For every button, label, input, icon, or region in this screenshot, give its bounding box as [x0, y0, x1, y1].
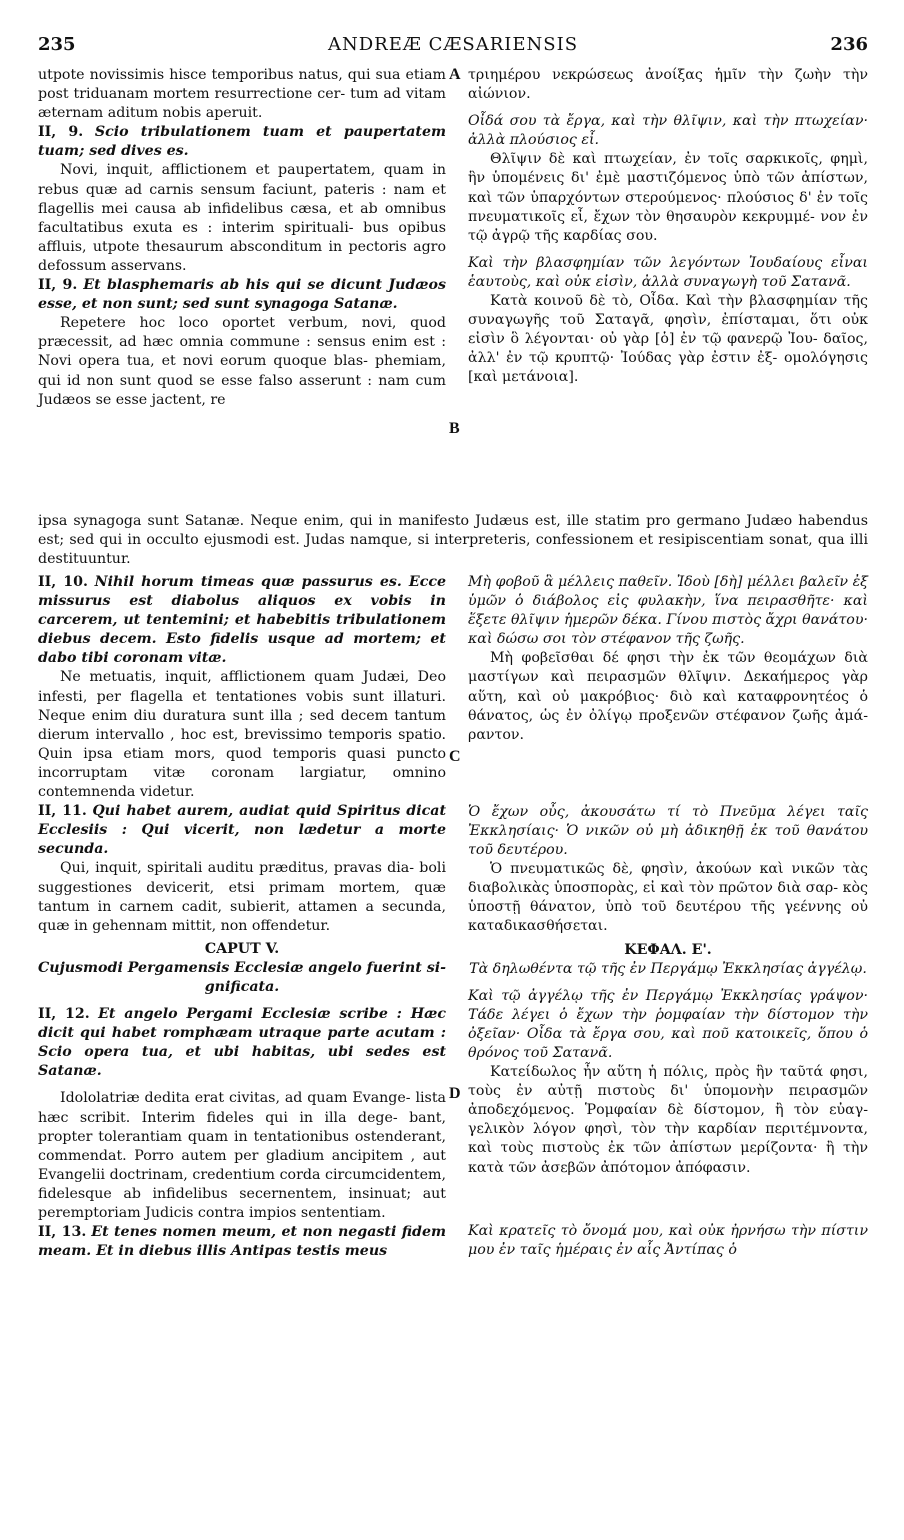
greek-lemma: Μὴ φοβοῦ ἃ μέλλεις παθεῖν. Ἰδοὺ [δὴ] μέλλει βαλεῖν ἐξ ὑμῶν ὁ διάβολος εἰς φυλακὴν, ἵνα πειρασθῆτε· καὶ ἕξετε θλῖψιν ἡμερῶν δέκα. Γίνου πιστὸς ἄχρι θανάτου· καὶ δώσω σοι τὸν στέφανον τῆς ζωῆς.: [468, 574, 868, 648]
greek-paragraph: Κατὰ κοινοῦ δὲ τὸ, Οἶδα. Καὶ τὴν βλασφημίαν τῆς συναγωγῆς τοῦ Σαταγᾶ, φησὶν, ἐπίσταμαι, ὅτι οὐκ εἰσὶν ὃ λέγονται· οὐ γὰρ [ὁ] ἐν τῷ φανερῷ Ἰου- δαῖος, ἀλλ' ἐν τῷ κρυπτῷ· Ἰούδας γὰρ ἐστιν ἐξ- ομολόγησις [καὶ μετάνοια].: [468, 293, 868, 386]
greek-paragraph: Μὴ φοβεῖσθαι δέ φησι τὴν ἐκ τῶν θεομάχων διὰ μαστίγων καὶ πειρασμῶν θλῖψιν. Δεκαήμερος γὰρ αὕτη, καὶ οὐ μακρόβιος· διὸ καὶ καταφρονητέος ὁ θάνατος, ὡς ἐν ὀλίγῳ προξενῶν στέφανον ζωῆς ἀμά- ραντον.: [468, 650, 868, 743]
page-number-right: 236: [830, 34, 868, 55]
verse-ref: II, 13.: [38, 1224, 87, 1241]
chapter-subtitle: Cujusmodi Pergamensis Ecclesiæ angelo fuerint si- gnificata.: [38, 959, 446, 995]
chapter-heading: CAPUT V.: [204, 940, 280, 957]
greek-lemma: Καὶ τῷ ἀγγέλῳ τῆς ἐν Περγάμῳ Ἐκκλησίας γράψον· Τάδε λέγει ὁ ἔχων τὴν ῥομφαίαν τὴν δίστομον τὴν ὀξεῖαν· Οἶδα τὰ ἔργα σου, καὶ ποῦ κατοικεῖς, ὅπου ὁ θρόνος τοῦ Σατανᾶ.: [468, 987, 868, 1061]
latin-lemma: [38, 276, 446, 314]
latin-column-bottom: [38, 573, 446, 1261]
lemma-text: Nihil horum timeas quæ passurus es. Ecce missurus est diabolus aliquos ex vobis in carcerem, ut tentemini; et habebitis tribulationem diebus decem. Esto fidelis usque ad mortem; et dabo tibi coronam vitæ.: [38, 574, 446, 667]
greek-paragraph: Ὁ πνευματικῶς δὲ, φησὶν, ἀκούων καὶ νικῶν τὰς διαβολικὰς ὑποσπορὰς, εἰ καὶ τὸν πρῶτον διὰ σαρ- κὸς ὑποστῇ θάνατον, ὑπὸ τοῦ δευτέρου τῆς γεέννης οὐ καταδικασθήσεται.: [468, 861, 868, 935]
running-header: [38, 34, 868, 58]
greek-column-bottom: [468, 573, 868, 1260]
latin-lemma: [38, 802, 446, 859]
verse-ref: II, 10.: [38, 574, 88, 590]
latin-paragraph: utpote novissimis hisce temporibus natus, qui sua etiam post triduanam mortem resurrectione cer- tum ad vitam æternam aditum nobis aperuit.: [38, 67, 446, 122]
full-width-paragraph: ipsa synagoga sunt Satanæ. Neque enim, qui in manifesto Judæus est, ille statim pro germano Judæo habendus est; sed qui in occulto ejusmodi est. Judas namque, si interpreteris, confessionem et resipiscentiam sonat, qua illi destituuntur.: [38, 513, 868, 568]
verse-ref: II, 9.: [38, 124, 84, 141]
running-title: ANDREÆ CÆSARIENSIS: [327, 34, 579, 55]
greek-paragraph: τριημέρου νεκρώσεως ἀνοίξας ἡμῖν τὴν ζωὴν τὴν αἰώνιον.: [468, 67, 868, 103]
greek-paragraph: Θλῖψιν δὲ καὶ πτωχείαν, ἐν τοῖς σαρκικοῖς, φημὶ, ἣν ὑπομένεις δι' ἐμὲ μαστιζόμενος ὑπὸ τῶν ἀπίστων, καὶ τῶν ὑπαρχόντων στερούμενος· πλούσιος δ' ἐν τοῖς πνευματικοῖς εἶ, ἔχων τὸν θησαυρὸν κεκρυμμέ- νον ἐν τῷ ἀγρῷ τῆς καρδίας σου.: [468, 151, 868, 244]
latin-paragraph: Qui, inquit, spiritali auditu præditus, pravas dia- boli suggestiones devicerit, etsi primam mortem, quæ tantum in carnem cadit, subierit, attamen a secunda, quæ in gehennam mittit, non offendetur.: [38, 860, 446, 934]
latin-paragraph: Idololatriæ dedita erat civitas, ad quam Evange- lista hæc scribit. Interim fideles qui in illa dege- bant, propter tolerantiam quam in tentationibus ostenderant, commendat. Porro autem per gladium ancipitem , aut Evangelii doctrinam, credentium corda circumcidentem, fidelesque ab infidelibus secernentem, insinuat; aut peremptoriam Judicis contra impios sententiam.: [38, 1090, 446, 1221]
lemma-text: Et angelo Pergami Ecclesiæ scribe : Hæc dicit qui habet romphæam utraque parte acutam : Scio opera tua, et ubi habitas, ubi sedes est Satanæ.: [38, 1006, 446, 1080]
lemma-text: Scio tribulationem tuam et paupertatem tuam; sed dives es.: [38, 124, 447, 160]
greek-lemma: Καὶ τὴν βλασφημίαν τῶν λεγόντων Ἰουδαίους εἶναι ἑαυτοὺς, καὶ οὐκ εἰσὶν, ἀλλὰ συναγωγὴ τοῦ Σατανᾶ.: [468, 254, 868, 290]
greek-lemma: Ὁ ἔχων οὖς, ἀκουσάτω τί τὸ Πνεῦμα λέγει ταῖς Ἐκκλησίαις· Ὁ νικῶν οὐ μὴ ἀδικηθῇ ἐκ τοῦ θανάτου τοῦ δευτέρου.: [468, 803, 868, 859]
lemma-text: Qui habet aurem, audiat quid Spiritus dicat Ecclesiis : Qui vicerit, non lædetur a morte secunda.: [38, 803, 446, 858]
greek-column-top: [468, 66, 868, 388]
latin-column-top: [38, 66, 446, 410]
margin-mark-b: B: [449, 420, 460, 437]
latin-lemma: [38, 123, 446, 161]
page-number-left: 235: [38, 34, 76, 55]
latin-lemma: [38, 573, 446, 668]
greek-lemma: Καὶ κρατεῖς τὸ ὄνομά μου, καὶ οὐκ ἠρνήσω τὴν πίστιν μου ἐν ταῖς ἡμέραις ἐν αἷς Ἀντίπας ὁ: [468, 1222, 868, 1258]
latin-lemma: [38, 1223, 446, 1261]
greek-lemma: Οἶδά σου τὰ ἔργα, καὶ τὴν θλῖψιν, καὶ τὴν πτωχείαν· ἀλλὰ πλούσιος εἶ.: [468, 113, 868, 149]
margin-mark-c: C: [449, 748, 461, 765]
lemma-text: Et blasphemaris ab his qui se dicunt Judæos esse, et non sunt; sed sunt synagoga Satanæ.: [38, 277, 446, 313]
greek-paragraph: Κατείδωλος ἦν αὕτη ἡ πόλις, πρὸς ἣν ταῦτά φησι, τοὺς ἐν αὐτῇ πιστοὺς δι' ὑπομονὴν πειρασμῶν ἀποδεχόμενος. Ῥομφαίαν δὲ δίστομον, ἢ τὸν εὐαγ- γελικὸν λόγον φησὶ, τὸν τὴν καρδίαν περιτέμνοντα, καὶ τοὺς πιστοὺς ἐκ τῶν ἀπίστων μερίζοντα· ἢ τὴν κατὰ τῶν ἀσεβῶν ἀπότομον ἀπόφασιν.: [468, 1064, 868, 1176]
margin-mark-a: A: [449, 66, 461, 83]
verse-ref: II, 9.: [38, 277, 78, 294]
latin-paragraph: Novi, inquit, afflictionem et paupertatem, quam in rebus quæ ad carnis sensum faciunt, pateris : nam et flagellis mei causa ab infidelibus cæsa, et ab omnibus facultatibus exuta es : interim spirituali- bus opibus affluis, utpote thesaurum absconditum in pectoris agro defossum asservans.: [38, 162, 446, 274]
verse-ref: II, 11.: [38, 803, 87, 820]
verse-ref: II, 12.: [38, 1006, 90, 1023]
chapter-subtitle: Τὰ δηλωθέντα τῷ τῆς ἐν Περγάμῳ Ἐκκλησίας ἀγγέλῳ.: [469, 960, 867, 977]
chapter-heading: ΚΕΦΑΛ. Ε'.: [624, 941, 712, 958]
latin-lemma: [38, 1005, 446, 1081]
latin-paragraph: Ne metuatis, inquit, afflictionem quam Judæi, Deo infesti, per flagella et tentationes vobis sunt illaturi. Neque enim diu duratura sunt illa ; sed decem tantum dierum intervallo , hoc est, brevissimo temporis spatio. Quin ipsa etiam mors, quod temporis quasi puncto incorruptam vitæ coronam largiatur, omnino contemnenda videtur.: [38, 669, 446, 801]
lemma-text: Et tenes nomen meum, et non negasti fidem meam. Et in diebus illis Antipas testis meus: [38, 1224, 446, 1260]
margin-mark-d: D: [449, 1085, 461, 1102]
latin-paragraph: Repetere hoc loco oportet verbum, novi, quod præcessit, ad hæc omnia commune : sensus enim est : Novi opera tua, et novi eorum quoque blas- phemiam, qui id non sunt quod se esse falso asserunt : nam cum Judæos se esse jactent, re: [38, 315, 446, 408]
